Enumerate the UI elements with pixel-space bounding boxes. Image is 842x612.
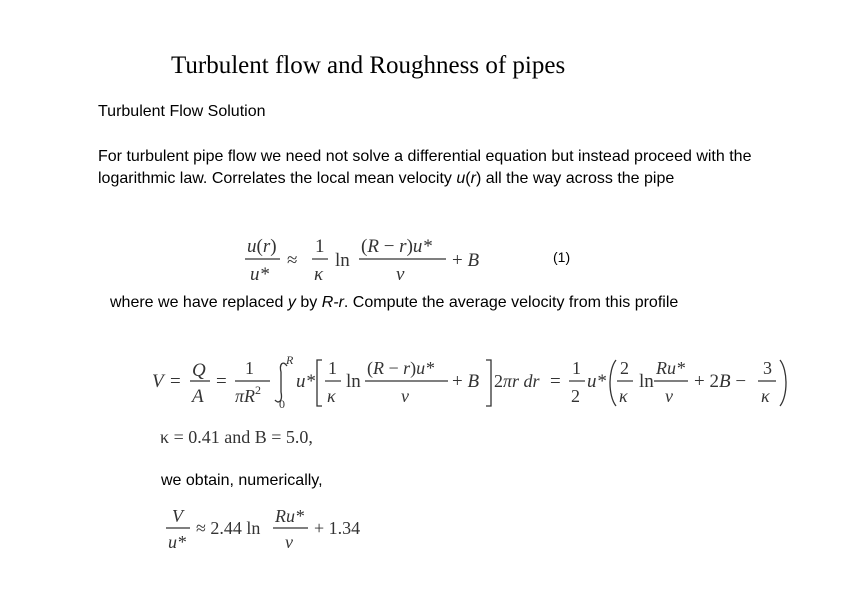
svg-text:2πr dr: 2πr dr bbox=[494, 371, 540, 391]
var-r: r bbox=[470, 170, 476, 187]
log-law-equation bbox=[240, 232, 500, 288]
svg-text:1: 1 bbox=[572, 358, 581, 378]
svg-text:Q: Q bbox=[192, 360, 206, 381]
svg-text:1: 1 bbox=[315, 236, 325, 257]
svg-text:+ 2B −: + 2B − bbox=[694, 371, 747, 392]
svg-text:κ: κ bbox=[619, 386, 628, 406]
svg-text:ν: ν bbox=[285, 532, 293, 552]
svg-text:0: 0 bbox=[279, 397, 285, 411]
replaced-text-3: . Compute the average velocity from this profile bbox=[343, 294, 679, 311]
svg-text:+ B: + B bbox=[452, 371, 480, 392]
numerically-text: we obtain, numerically, bbox=[161, 472, 323, 489]
intro-paragraph bbox=[98, 146, 788, 190]
svg-text:(R − r)u*: (R − r)u* bbox=[361, 236, 432, 257]
constants-text: κ = 0.41 and B = 5.0, bbox=[160, 427, 313, 447]
slide-title: Turbulent flow and Roughness of pipes bbox=[171, 52, 566, 79]
svg-text:ln: ln bbox=[346, 371, 361, 392]
var-u: u bbox=[456, 170, 466, 187]
svg-text:V: V bbox=[152, 371, 164, 392]
svg-text:κ: κ bbox=[761, 386, 770, 406]
section-heading: Turbulent Flow Solution bbox=[98, 103, 266, 120]
svg-text:+ B: + B bbox=[452, 250, 480, 271]
equation-number: (1) bbox=[553, 249, 571, 265]
svg-text:=: = bbox=[170, 371, 181, 392]
constants-equation bbox=[158, 424, 358, 448]
var-R-r: R-r bbox=[321, 294, 344, 311]
svg-text:πR2: $\pi R^2$ bbox=[235, 383, 262, 406]
svg-text:u*: u* bbox=[587, 371, 606, 392]
svg-text:Ru*: Ru* bbox=[656, 358, 685, 378]
svg-text:1: 1 bbox=[328, 358, 337, 378]
svg-text:≈: ≈ bbox=[287, 250, 298, 271]
svg-text:R: R bbox=[286, 353, 294, 367]
svg-text:(R − r)u*: (R − r)u* bbox=[367, 358, 435, 378]
svg-text:u*: u* bbox=[250, 264, 269, 285]
svg-text:κ: κ bbox=[327, 386, 336, 406]
svg-text:+ 1.34: + 1.34 bbox=[314, 518, 361, 538]
replaced-text-2: by bbox=[295, 294, 322, 311]
svg-text:ln: ln bbox=[639, 371, 654, 392]
svg-text:3: 3 bbox=[763, 358, 772, 378]
svg-text:1: 1 bbox=[245, 358, 254, 378]
svg-text:ln: ln bbox=[335, 250, 350, 271]
svg-text:Ru*: Ru* bbox=[275, 506, 304, 526]
svg-text:2: 2 bbox=[620, 358, 629, 378]
replaced-text-1: where we have replaced bbox=[110, 294, 288, 311]
average-velocity-equation bbox=[150, 352, 790, 414]
svg-text:u*: u* bbox=[296, 371, 315, 392]
svg-text:u*: u* bbox=[168, 532, 186, 552]
svg-text:ν: ν bbox=[665, 386, 673, 406]
svg-text:2: 2 bbox=[571, 386, 580, 406]
intro-text-1: For turbulent pipe flow we need not solve a differential equation but instead proceed with the logarithmic law. Correlates the local mean velocity bbox=[98, 148, 752, 187]
paren-close: ) bbox=[475, 170, 482, 187]
svg-text:≈ 2.44 ln: ≈ 2.44 ln bbox=[196, 518, 261, 538]
var-y: y bbox=[287, 294, 296, 311]
svg-text:=: = bbox=[216, 371, 227, 392]
svg-text:u(r): u(r) bbox=[247, 236, 277, 257]
svg-text:V: V bbox=[172, 506, 183, 526]
svg-text:ν: ν bbox=[401, 386, 409, 406]
svg-text:=: = bbox=[550, 371, 561, 392]
intro-text-2: all the way across the pipe bbox=[481, 170, 675, 187]
svg-text:ν: ν bbox=[396, 264, 405, 285]
result-equation bbox=[162, 504, 382, 556]
svg-text:κ: κ bbox=[314, 264, 324, 285]
svg-text:A: A bbox=[192, 386, 204, 407]
paren-open: ( bbox=[465, 170, 471, 187]
replaced-paragraph bbox=[110, 294, 678, 312]
